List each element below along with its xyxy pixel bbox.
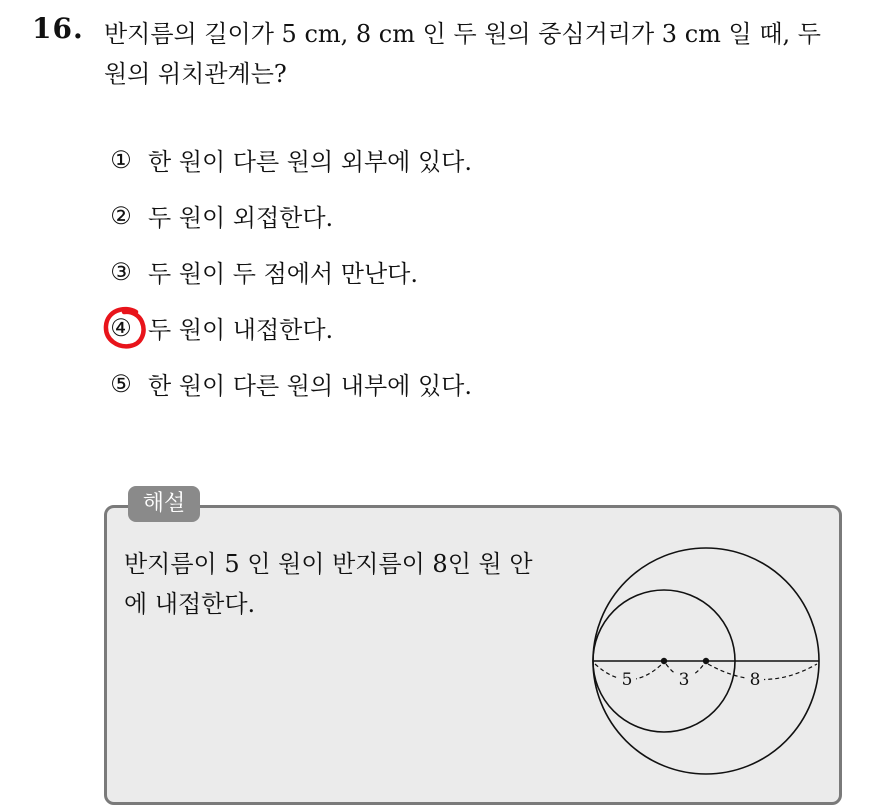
center-large [703,658,709,664]
label-radius-5: 5 [621,670,633,690]
solution-tag: 해설 [128,486,200,522]
choice-3[interactable] [108,254,418,289]
choice-number: ③ [110,257,132,286]
label-radius-8: 8 [749,670,761,690]
choice-text: 두 원이 내접한다. [148,316,334,344]
label-distance-3: 3 [678,670,690,690]
choice-1[interactable] [108,142,472,177]
center-small [661,658,667,664]
question-text-line1: 반지름의 길이가 5 cm, 8 cm 인 두 원의 중심거리가 3 cm 일 때, 두 [104,20,821,48]
solution-text-line2: 에 내접한다. [124,590,256,618]
choice-number: ⑤ [110,369,132,398]
choice-number: ② [110,201,132,230]
solution-text-line1: 반지름이 5 인 원이 반지름이 8인 원 안 [124,550,533,578]
choice-number: ① [110,145,132,174]
question-text-line2: 원의 위치관계는? [104,60,287,88]
choice-text: 두 원이 외접한다. [148,204,334,232]
choice-text: 한 원이 다른 원의 내부에 있다. [148,372,472,400]
circles-diagram [590,530,822,792]
question-number: 16. [32,12,84,45]
answer-mark-circle [102,306,148,350]
choice-text: 두 원이 두 점에서 만난다. [148,260,418,288]
choice-number: ④ [110,313,132,342]
choice-5[interactable] [108,366,472,401]
choice-text: 한 원이 다른 원의 외부에 있다. [148,148,472,176]
choice-2[interactable] [108,198,333,233]
